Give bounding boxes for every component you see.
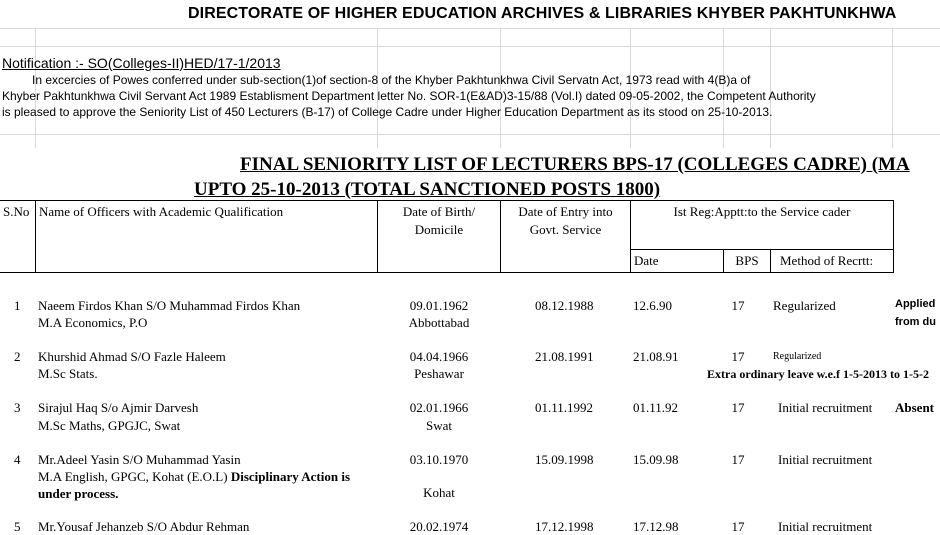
row-domicile: Peshawar xyxy=(414,366,464,381)
row-qualification: M.A Economics, P.O xyxy=(38,315,148,330)
col-header-entry: Date of Entry into xyxy=(518,204,613,219)
row-dob: 04.04.1966 xyxy=(409,349,469,364)
row-dob: 09.01.1962 xyxy=(409,298,469,313)
row-remark: Absent xyxy=(895,400,935,415)
col-header-reg-date: Date xyxy=(634,253,659,268)
row-sno: 3 xyxy=(14,400,21,415)
row-reg-date: 15.09.98 xyxy=(633,452,679,467)
row-bps: 17 xyxy=(731,298,745,313)
grid-line xyxy=(723,28,724,148)
grid-line xyxy=(377,28,378,148)
row-name: Khurshid Ahmad S/O Fazle Haleem xyxy=(38,349,226,364)
row-qualification: M.Sc Stats. xyxy=(38,366,98,381)
row-entry-date: 08.12.1988 xyxy=(535,298,594,313)
row-dob: 20.02.1974 xyxy=(409,519,469,534)
col-header-dob: Date of Birth/ xyxy=(402,204,476,219)
notification-line: In excercies of Powes conferred under sub-section(1)of section-8 of the Khyber Pakhtunkhwa Civil Servatn Act, 1973 read with 4(B)a of xyxy=(32,73,751,87)
grid-line xyxy=(0,28,940,29)
row-qualification-text: M.A English, GPGC, Kohat (E.O.L) xyxy=(38,469,228,484)
row-qualification: M.Sc Maths, GPGJC, Swat xyxy=(38,418,181,433)
col-header-reg-group: Ist Reg:Apptt:to the Service cader xyxy=(673,204,851,219)
col-header-sno: S.No xyxy=(3,204,30,219)
table-border xyxy=(893,200,894,273)
row-reg-date: 21.08.91 xyxy=(633,349,679,364)
row-sno: 1 xyxy=(14,298,21,313)
col-header-bps: BPS xyxy=(735,253,759,268)
row-sno: 5 xyxy=(14,519,21,534)
row-sno: 2 xyxy=(14,349,21,364)
row-entry-date: 01.11.1992 xyxy=(535,400,594,415)
notification-line: is pleased to approve the Seniority List of 450 Lecturers (B-17) of College Cadre under Higher Education Department as its stood on 25-10-2013. xyxy=(2,105,773,119)
col-header-name: Name of Officers with Academic Qualification xyxy=(39,204,284,219)
row-name: Naeem Firdos Khan S/O Muhammad Firdos Khan xyxy=(38,298,301,313)
row-entry-date: 17.12.1998 xyxy=(535,519,594,534)
row-dob: 03.10.1970 xyxy=(409,452,469,467)
row-reg-date: 12.6.90 xyxy=(633,298,672,313)
row-method: Initial recruitment xyxy=(778,519,873,534)
col-header-method: Method of Recrtt: xyxy=(780,253,874,268)
row-method: Initial recruitment xyxy=(778,452,873,467)
list-title: FINAL SENIORITY LIST OF LECTURERS BPS-17 (COLLEGES CADRE) (MA xyxy=(240,154,910,175)
row-name: Sirajul Haq S/o Ajmir Darvesh xyxy=(38,400,199,415)
row-entry-date: 21.08.1991 xyxy=(535,349,594,364)
row-method: Initial recruitment xyxy=(778,400,873,415)
table-border xyxy=(770,249,771,273)
row-remark: Extra ordinary leave w.e.f 1-5-2013 to 1-5-2 xyxy=(707,367,929,381)
notification-title: Notification :- SO(Colleges-II)HED/17-1/2013 xyxy=(2,55,281,71)
notification-line: Khyber Pakhtunkhwa Civil Servant Act 1989 Establisment Department letter No. SOR-1(E&AD)3-15/88 (Vol.I) dated 09-05-2002, the Competent Authority xyxy=(2,89,816,103)
grid-line xyxy=(0,134,940,135)
row-disciplinary-note: Disciplinary Action is xyxy=(230,469,351,484)
row-method: Regularized xyxy=(773,351,822,362)
list-subtitle: UPTO 25-10-2013 (TOTAL SANCTIONED POSTS 1800) xyxy=(194,179,661,200)
row-disciplinary-note: under process. xyxy=(38,486,119,501)
table-border xyxy=(35,200,36,273)
col-header-govt-service: Govt. Service xyxy=(529,222,602,237)
row-sno: 4 xyxy=(14,452,21,467)
row-method: Regularized xyxy=(773,298,836,313)
grid-line xyxy=(770,28,771,148)
directorate-title: DIRECTORATE OF HIGHER EDUCATION ARCHIVES & LIBRARIES KHYBER PAKHTUNKHWA xyxy=(188,5,897,22)
grid-line xyxy=(892,28,893,148)
row-domicile: Swat xyxy=(426,418,452,433)
row-bps: 17 xyxy=(731,400,745,415)
grid-line xyxy=(0,46,940,47)
row-name: Mr.Adeel Yasin S/O Muhammad Yasin xyxy=(38,452,241,467)
row-bps: 17 xyxy=(731,349,745,364)
row-domicile: Kohat xyxy=(423,485,455,500)
row-domicile: Abbottabad xyxy=(408,315,470,330)
col-header-domicile: Domicile xyxy=(414,222,464,237)
grid-line xyxy=(500,28,501,148)
grid-line xyxy=(35,28,36,148)
table-border xyxy=(0,200,894,201)
row-entry-date: 15.09.1998 xyxy=(535,452,594,467)
row-remark: Applied xyxy=(895,298,936,310)
table-border xyxy=(630,249,894,250)
row-name: Mr.Yousaf Jehanzeb S/O Abdur Rehman xyxy=(38,519,250,534)
grid-line xyxy=(630,28,631,148)
row-reg-date: 17.12.98 xyxy=(633,519,679,534)
row-dob: 02.01.1966 xyxy=(409,400,469,415)
row-reg-date: 01.11.92 xyxy=(633,400,679,415)
row-qualification xyxy=(38,469,350,485)
row-remark: from du xyxy=(895,316,936,328)
row-bps: 17 xyxy=(731,452,745,467)
row-bps: 17 xyxy=(731,519,745,534)
table-border xyxy=(0,272,894,273)
